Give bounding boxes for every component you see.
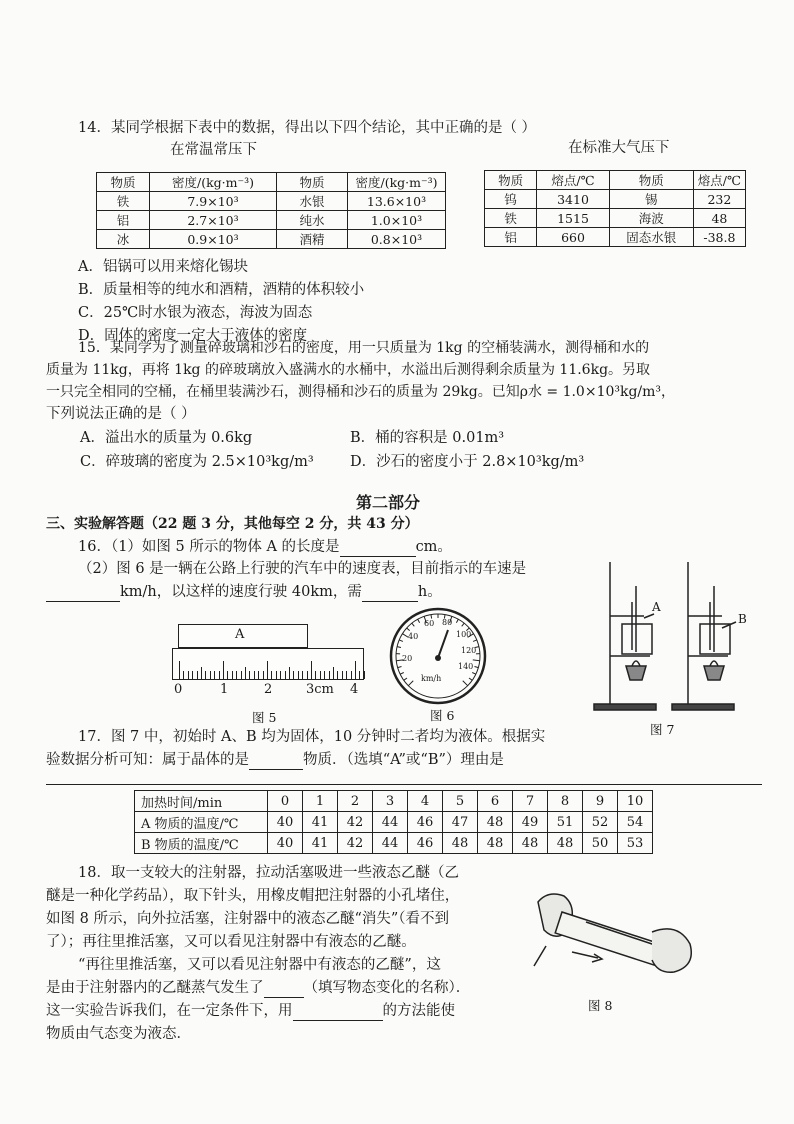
ruler-tick [210,671,211,679]
ruler-label-0: 0 [174,682,183,697]
table-cell: 48 [478,833,513,854]
ruler-tick [271,671,272,679]
density-table [96,172,446,249]
table-row: 物质 密度/(kg·m⁻³) 物质 密度/(kg·m⁻³) [97,173,446,192]
ruler-tick [258,671,259,679]
q15-option-a: A．溢出水的质量为 0.6kg [80,430,253,446]
table-cell: 51 [548,812,583,833]
table-row: A 物质的温度/℃ 40 41 42 44 46 47 48 49 51 52 54 [135,812,653,833]
ruler-tick [324,671,325,679]
q14-caption-left: 在常温常压下 [170,142,257,158]
q15-option-b: B．桶的容积是 0.01m³ [350,430,505,446]
ruler-tick [188,671,189,679]
ruler-tick [249,671,250,679]
q15-line4: 下列说法正确的是（ ） [46,406,196,422]
ruler-tick [201,667,202,679]
table-cell: 49 [513,812,548,833]
ruler-tick [302,671,303,679]
ruler-tick [276,671,277,679]
figure-8-caption: 图 8 [588,998,613,1013]
ruler-tick [307,671,308,679]
table-cell: 48 [443,833,478,854]
ruler [172,648,364,680]
table-cell: 5 [443,791,478,812]
ruler-label-2: 2 [264,682,273,697]
table-cell: 9 [583,791,618,812]
answer-blank[interactable] [340,540,416,557]
q14-option-c: C．25℃时水银为液态，海波为固态 [78,305,313,321]
ruler-tick [315,671,316,679]
ruler-tick [289,667,290,679]
ruler-tick [355,661,356,679]
ruler-tick [232,671,233,679]
table-cell: 54 [618,812,653,833]
figure-8-syringe [528,882,708,982]
ruler-tick [227,671,228,679]
table-cell: 42 [338,812,373,833]
table-cell: 46 [408,812,443,833]
table-cell: 48 [513,833,548,854]
table-cell: 4 [408,791,443,812]
table-row: 物质 熔点/℃ 物质 熔点/℃ [485,171,746,190]
q15-line2: 质量为 11kg，再将 1kg 的碎玻璃放入盛满水的水桶中，水溢出后测得剩余质量为 11.6kg。另取 [46,362,651,378]
ruler-tick [179,661,180,679]
table-cell: 41 [303,812,338,833]
table-row: B 物质的温度/℃ 40 41 42 44 46 48 48 48 48 50 53 [135,833,653,854]
table-cell: 50 [583,833,618,854]
table-cell: 41 [303,833,338,854]
ruler-tick [359,671,360,679]
table-row: 铁 7.9×10³ 水银 13.6×10³ [97,192,446,211]
speed-unit: km/h [421,674,442,683]
table-row: 钨 3410 锡 232 [485,190,746,209]
fig7-label-a: A [652,600,661,614]
ruler-tick [214,671,215,679]
ruler-tick [280,671,281,679]
answer-blank[interactable] [264,981,304,998]
answer-line[interactable] [46,784,762,785]
melting-point-table [484,170,746,247]
q18-line4: 了）；再往里推活塞，又可以看见注射器中有液态的乙醚。 [46,934,416,950]
q15-line1: 15．某同学为了测量碎玻璃和沙石的密度，用一只质量为 1kg 的空桶装满水，测得桶和水的 [78,340,650,356]
q18-line7: 这一实验告诉我们，在一定条件下，用 的方法能使 [46,1003,455,1019]
figure-6-caption: 图 6 [430,708,455,723]
heating-data-table [134,790,653,854]
table-cell: 48 [548,833,583,854]
q16-line3: km/h，以这样的速度行驶 40km，需 h。 [46,582,442,602]
ruler-tick [236,671,237,679]
table-row: 加热时间/min 0 1 2 3 4 5 6 7 8 9 10 [135,791,653,812]
answer-blank[interactable] [249,753,303,770]
table-cell: 52 [583,812,618,833]
table-row: 铝 2.7×10³ 纯水 1.0×10³ [97,211,446,230]
ruler-tick [329,671,330,679]
figure-7-apparatus [588,556,768,716]
q14-option-a: A．铝锅可以用来熔化锡块 [78,259,248,275]
table-row: 铁 1515 海波 48 [485,209,746,228]
fig7-label-b: B [738,612,747,626]
ruler-tick [285,671,286,679]
q15-option-c: C．碎玻璃的密度为 2.5×10³kg/m³ [80,454,314,470]
table-cell: 44 [373,812,408,833]
table-cell: 46 [408,833,443,854]
ruler-label-4: 4 [350,682,359,697]
ruler-label-1: 1 [220,682,229,697]
table-row: 铝 660 固态水银 -38.8 [485,228,746,247]
ruler-tick [364,671,365,679]
table-cell: 40 [268,833,303,854]
answer-blank[interactable] [293,1004,383,1021]
q14-option-d: D．固体的密度一定大于液体的密度 [78,328,308,344]
table-cell: 1 [303,791,338,812]
ruler-tick [241,671,242,679]
ruler-tick [342,671,343,679]
ruler-label-3: 3cm [306,682,334,697]
ruler-tick [254,671,255,679]
q15-line3: 一只完全相同的空桶，在桶里装满沙石，测得桶和沙石的质量为 29kg。已知ρ水 = 1.0×10³kg/m³， [46,384,676,400]
ruler-tick [333,667,334,679]
ruler-tick [267,661,268,679]
ruler-tick [223,661,224,679]
heating-setup-drawing [588,556,768,716]
table-cell: 0 [268,791,303,812]
ruler-tick [197,671,198,679]
q17-line2: 验数据分析可知：属于晶体的是 物质．（选填“A”或“B”）理由是 [46,752,504,768]
q18-line8: 物质由气态变为液态． [46,1026,191,1042]
table-cell: 40 [268,812,303,833]
q14-caption-right: 在标准大气压下 [568,140,670,156]
table-cell: 44 [373,833,408,854]
ruler-tick [351,671,352,679]
q16-line2: （2）图 6 是一辆在公路上行驶的汽车中的速度表，目前指示的车速是 [78,561,527,577]
table-cell: 3 [373,791,408,812]
ruler-tick [337,671,338,679]
ruler-tick [205,671,206,679]
ruler-tick [192,671,193,679]
section-heading: 三、实验解答题（22 题 3 分，其他每空 2 分，共 43 分） [46,516,419,532]
q17-line1: 17．图 7 中，初始时 A、B 均为固体，10 分钟时二者均为液体。根据实 [78,729,546,745]
q15-option-d: D．沙石的密度小于 2.8×10³kg/m³ [350,454,585,470]
q14-option-b: B．质量相等的纯水和酒精，酒精的体积较小 [78,282,365,298]
ruler-tick [183,671,184,679]
table-cell: 42 [338,833,373,854]
ruler-tick [311,661,312,679]
ruler-tick [219,671,220,679]
q18-line1: 18．取一支较大的注射器，拉动活塞吸进一些液态乙醚（乙 [78,865,459,881]
table-cell: 47 [443,812,478,833]
table-cell: 2 [338,791,373,812]
part2-title: 第二部分 [356,493,421,512]
figure-5-ruler [170,622,366,706]
table-cell: 7 [513,791,548,812]
q18-line5: “再往里推活塞，又可以看见注射器中有液态的乙醚”，这 [78,957,441,973]
answer-blank[interactable] [46,585,120,602]
table-cell: 10 [618,791,653,812]
ruler-tick [320,671,321,679]
table-row: 冰 0.9×10³ 酒精 0.8×10³ [97,230,446,249]
ruler-tick [298,671,299,679]
q16-line1: 16．（1）如图 5 所示的物体 A 的长度是 cm。 [78,539,452,555]
ruler-tick [346,671,347,679]
q18-line2: 醚是一种化学药品），取下针头，用橡皮帽把注射器的小孔堵住， [46,888,460,904]
q18-line6: 是由于注射器内的乙醚蒸气发生了 （填写物态变化的名称）． [46,980,471,996]
figure-7-caption: 图 7 [650,722,675,737]
figure-6-speedometer: km/h 20 40 60 80 100 120 140 [388,606,488,706]
table-cell: 8 [548,791,583,812]
ruler-tick [263,671,264,679]
figure-5-caption: 图 5 [252,710,277,725]
object-a-block: A [178,624,308,648]
q14-stem: 14．某同学根据下表中的数据，得出以下四个结论，其中正确的是（ ） [78,120,537,136]
ruler-tick [293,671,294,679]
table-cell: 48 [478,812,513,833]
q18-line3: 如图 8 所示，向外拉活塞，注射器中的液态乙醚“消失”（看不到 [46,911,450,927]
table-cell: 53 [618,833,653,854]
answer-blank[interactable] [362,585,418,602]
ruler-tick [245,667,246,679]
dial-tick [431,615,432,619]
table-cell: 6 [478,791,513,812]
syringe-drawing [528,882,708,982]
